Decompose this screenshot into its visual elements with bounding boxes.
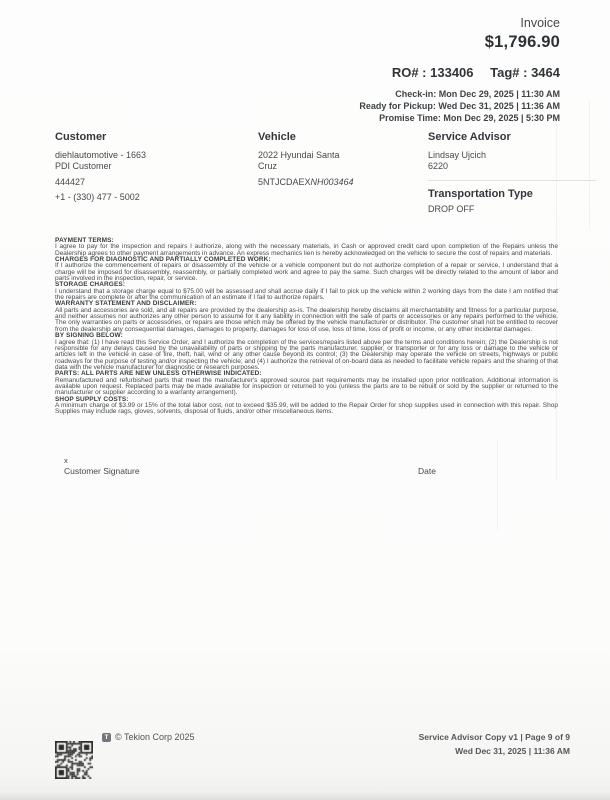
terms-heading: STORAGE CHARGES: <box>55 281 126 289</box>
terms-heading: WARRANTY STATEMENT AND DISCLAIMER: <box>55 300 197 308</box>
ro-number: RO# : 133406 <box>391 65 474 80</box>
tag-number: Tag# : 3464 <box>490 65 560 80</box>
terms-body: A minimum charge of $3.99 or 15% of the total labor cost, not to exceed $35.99, will be added to the Repair Order for shop supplies used in connection with this repair. Shop Supplies may include rags, gloves, solvents, disposal of fluids, and/or other miscellaneous items. <box>55 401 558 416</box>
transportation-heading: Transportation Type <box>428 187 533 200</box>
ready-for-pickup-line: Ready for Pickup: Wed Dec 31, 2025 | 11:36 AM <box>359 101 560 111</box>
terms-body: All parts and accessories are sold, and all repairs are provided by the dealership as-is. The dealership hereby disclaims all merchantability and fitness for a particular purpose, and neither assumes nor authorizes any other person to assume for it any liability in connection with the sale of parts or accessories or any repairs performed to the vehicle. The only warranties on parts or accessories, or repairs are those which may be offered by the vehicle manufacturer or distributor. The customer shall not be entitled to recover from the dealership any consequential damages, damages to property, damages for loss of use, loss of time, loss of profit or income, or any other incidental damages. <box>55 306 558 333</box>
customer-signature-label: Customer Signature <box>64 466 140 476</box>
header-dates <box>359 88 560 124</box>
terms-section <box>55 238 558 257</box>
checkin-line: Check-in: Mon Dec 29, 2025 | 11:30 AM <box>395 89 560 99</box>
signature-block <box>64 457 140 476</box>
paper-bottom-edge <box>0 791 610 800</box>
vehicle-heading: Vehicle <box>258 131 296 143</box>
print-timestamp: Wed Dec 31, 2025 | 11:36 AM <box>455 745 570 756</box>
signature-x-mark: x <box>64 456 68 465</box>
copyright-text: © Tekion Corp 2025 <box>115 732 195 742</box>
terms-body: I understand that a storage charge equal to $75.00 will be assessed and shall accrue daily if I fail to pick up the vehicle within 2 working days from the date I am notified that the repairs are complete or after the communication of an estimate if I fail to authorize repairs. <box>55 287 558 302</box>
copyright-row <box>102 732 195 742</box>
vehicle-model: 2022 Hyundai Santa Cruz <box>258 149 340 171</box>
info-columns <box>55 132 596 216</box>
terms-section <box>55 301 558 333</box>
date-label: Date <box>418 466 436 476</box>
ro-tag-line <box>359 65 560 80</box>
terms-and-conditions <box>55 238 558 416</box>
terms-heading: CHARGES FOR DIAGNOSTIC AND PARTIALLY COMPLETED WORK: <box>55 256 271 264</box>
terms-heading: SHOP SUPPLY COSTS: <box>55 395 129 403</box>
terms-body: Remanufactured and refurbished parts that meet the manufacturer's approved source part requirements may be installed upon prior notification. Additional information is available upon request. Replaced parts may be made available for inspection or returned to you (unless the parts are to be rebuilt or sold by the supplier or returned to the manufacturer or supplier according to a warranty arrangement). <box>55 376 558 397</box>
customer-section <box>55 132 258 216</box>
customer-heading: Customer <box>55 131 107 143</box>
customer-phone: +1 - (330) 477 - 5002 <box>55 192 140 202</box>
terms-body: I agree to pay for the inspection and repairs I authorize, along with the necessary materials, in Cash or approved credit card upon completion of the Repairs unless the Dealership agrees to other payment arrangements in advance. An express mechanics lien is hereby acknowledged on the vehicle to secure the cost of repairs and materials. <box>55 243 558 257</box>
terms-body: If I authorize the commencement of repairs or disassembly of the vehicle or a vehicle component but do not authorize completion of a repair or service, I understand that a charge will be imposed for disassembly, reassembly, or partially completed work and agree to pay the same. Such charges will be directly related to the amount of labor and parts involved in the inspection, repair, or service. <box>55 262 558 283</box>
service-advisor-section <box>428 132 596 216</box>
terms-section <box>55 333 558 371</box>
qr-code <box>55 741 93 779</box>
terms-section <box>55 397 558 416</box>
service-advisor-heading: Service Advisor <box>428 131 511 143</box>
terms-section <box>55 257 558 282</box>
terms-heading: BY SIGNING BELOW: <box>55 332 123 340</box>
promise-time-line: Promise Time: Mon Dec 29, 2025 | 5:30 PM <box>379 113 560 123</box>
scan-artifact-line <box>497 440 498 530</box>
transportation-value: DROP OFF <box>428 204 475 214</box>
terms-section <box>55 371 558 396</box>
terms-body: I agree that: (1) I have read this Service Order, and I authorize the completion of the services/repairs listed above per the terms and conditions herein; (2) the Dealership is not responsible for any delays caused by the unavailability of parts or shipping by the parts manufacturer, supplier, or transporter or for any loss or damage to the vehicle or articles left in the vehicle in case of fire, theft, hail, wind or any other cause beyond its control; (3) the Dealership may operate the vehicle on streets, highways or public roadways for the purpose of testing and/or inspecting the vehicle; and (4) I authorize the retrieval of on-board data as needed to facilitate vehicle repairs and the sharing of that data with the vehicle manufacturer for diagnostic or research purposes. <box>55 338 558 371</box>
customer-type: PDI Customer <box>55 161 112 171</box>
invoice-amount: $1,796.90 <box>484 33 560 51</box>
terms-heading: PARTS: ALL PARTS ARE NEW UNLESS OTHERWISE INDICATED: <box>55 370 262 378</box>
advisor-divider <box>428 180 596 181</box>
invoice-header <box>359 16 560 124</box>
service-advisor-name: Lindsay Ujcich <box>428 149 487 160</box>
tekion-logo-icon: T <box>102 733 111 742</box>
footer-page-info <box>419 731 570 758</box>
service-advisor-id: 6220 <box>428 161 449 171</box>
vehicle-section <box>258 132 428 216</box>
copy-info: Service Advisor Copy v1 | Page 9 of 9 <box>418 732 570 742</box>
invoice-label: Invoice <box>520 16 560 30</box>
vin-suffix: NH003464 <box>310 176 354 187</box>
customer-name: diehlautomotive - 1663 <box>55 149 147 160</box>
terms-heading: PAYMENT TERMS: <box>55 237 114 244</box>
vehicle-vin <box>258 177 428 189</box>
vin-prefix: 5NTJCDAEX <box>258 176 311 187</box>
customer-id: 444427 <box>55 176 86 187</box>
terms-section <box>55 282 558 301</box>
